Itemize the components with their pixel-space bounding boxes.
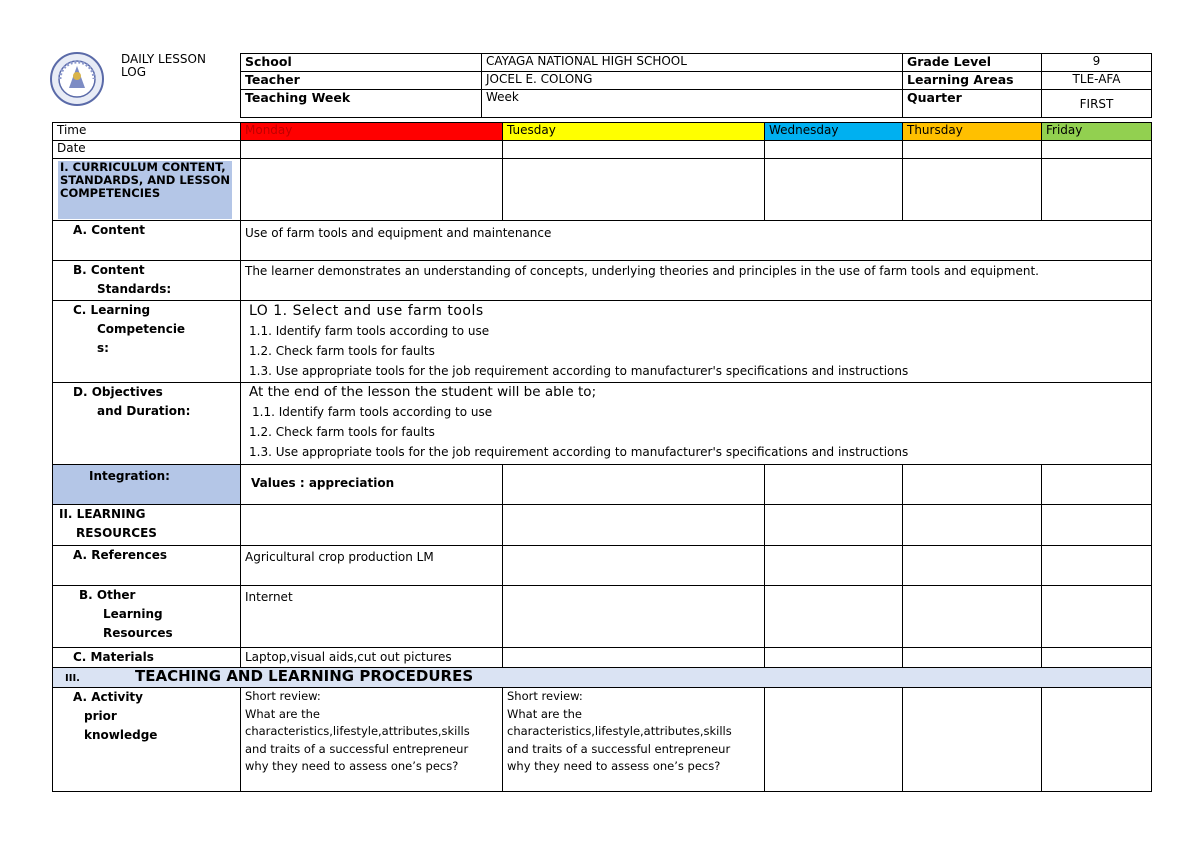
cell [241,505,503,546]
cell [903,648,1042,668]
cell [503,648,765,668]
objectives-label: D. Objectives and Duration: [53,383,241,465]
activity-monday: Short review: What are the characteristics,lifestyle,attributes,skills and traits of a successful entrepreneur why they need to assess one’s pecs? [241,688,503,792]
grade-level-value: 9 [1042,54,1152,72]
learning-competencies-label: C. Learning Competencie s: [53,301,241,383]
materials-label: C. Materials [53,648,241,668]
cell [503,465,765,505]
cell [503,505,765,546]
day-thursday: Thursday [903,123,1042,141]
cell [765,648,903,668]
content-value: Use of farm tools and equipment and maintenance [241,221,1152,261]
cell [1042,688,1152,792]
materials-value: Laptop,visual aids,cut out pictures [241,648,503,668]
date-tuesday [503,141,765,159]
objectives-value: At the end of the lesson the student will be able to; 1.1. Identify farm tools according to use 1.2. Check farm tools for faults 1.3. Use appropriate tools for the job requirement according to manufacturer's specifications and instructions [241,383,1152,465]
references-label: A. References [53,546,241,586]
day-monday: Monday [241,123,503,141]
cell [765,159,903,221]
date-thursday [903,141,1042,159]
cell [503,546,765,586]
day-friday: Friday [1042,123,1152,141]
date-friday [1042,141,1152,159]
cell [765,546,903,586]
cell [903,546,1042,586]
day-wednesday: Wednesday [765,123,903,141]
other-resources-label: B. Other Learning Resources [53,586,241,648]
header-info-table [240,53,1152,118]
activity-tuesday: Short review: What are the characteristics,lifestyle,attributes,skills and traits of a successful entrepreneur why they need to assess one’s pecs? [503,688,765,792]
deped-seal-logo [50,50,104,108]
cell [1042,586,1152,648]
teaching-week-value: Week [482,90,903,118]
content-standards-value: The learner demonstrates an understanding of concepts, underlying theories and principles in the use of farm tools and equipment. [241,261,1152,301]
date-wednesday [765,141,903,159]
lesson-log-table [52,122,1152,792]
learning-areas-value: TLE-AFA [1042,72,1152,90]
cell [903,586,1042,648]
cell [765,505,903,546]
learning-resources-heading: II. LEARNING RESOURCES [53,505,241,546]
day-tuesday: Tuesday [503,123,765,141]
activity-label: A. Activity prior knowledge [53,688,241,792]
cell [765,688,903,792]
cell [765,586,903,648]
cell [1042,159,1152,221]
cell [903,688,1042,792]
cell [1042,505,1152,546]
cell [903,465,1042,505]
cell [1042,546,1152,586]
references-value: Agricultural crop production LM [241,546,503,586]
other-resources-value: Internet [241,586,503,648]
learning-areas-label: Learning Areas [903,72,1042,90]
procedures-heading [53,668,1152,688]
teacher-label: Teacher [241,72,482,90]
cell [903,159,1042,221]
quarter-label: Quarter [903,90,1042,118]
date-monday [241,141,503,159]
cell [765,465,903,505]
integration-value: Values : appreciation [241,465,503,505]
time-label: Time [53,123,241,141]
cell [503,586,765,648]
procedures-number: III. [65,673,80,684]
cell [241,159,503,221]
cell [903,505,1042,546]
school-value: CAYAGA NATIONAL HIGH SCHOOL [482,54,903,72]
integration-label: Integration: [53,465,241,505]
quarter-value: FIRST [1042,90,1152,118]
school-label: School [241,54,482,72]
content-standards-label: B. Content Standards: [53,261,241,301]
date-label: Date [53,141,241,159]
cell [1042,465,1152,505]
curriculum-section-heading: I. CURRICULUM CONTENT, STANDARDS, AND LESSON COMPETENCIES [58,161,232,219]
teacher-value: JOCEL E. COLONG [482,72,903,90]
content-label: A. Content [53,221,241,261]
grade-level-label: Grade Level [903,54,1042,72]
procedures-title: TEACHING AND LEARNING PROCEDURES [135,667,474,685]
cell [1042,648,1152,668]
cell [503,159,765,221]
daily-lesson-log-title: DAILY LESSON LOG [121,52,206,79]
learning-competencies-value: LO 1. Select and use farm tools 1.1. Identify farm tools according to use 1.2. Check farm tools for faults 1.3. Use appropriate tools for the job requirement according to manufacturer's specifications and instructions [241,301,1152,383]
teaching-week-label: Teaching Week [241,90,482,118]
